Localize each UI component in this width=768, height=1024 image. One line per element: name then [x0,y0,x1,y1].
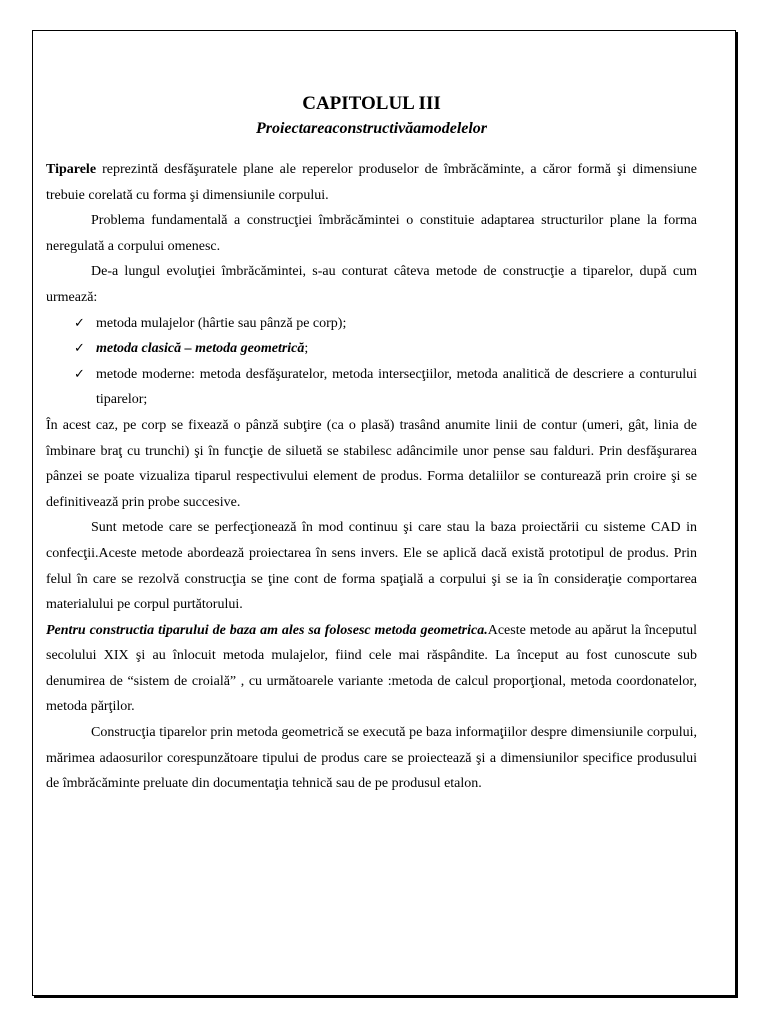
paragraph-metoda-geometrica [46,618,697,720]
list-item-text-tail: ; [304,341,309,357]
list-item [74,336,697,362]
list-item-text: metoda mulajelor (hârtie sau pânză pe corp); [96,315,347,331]
chapter-subtitle: Proiectareaconstructivăamodelelor [255,120,488,137]
checkmark-icon: ✓ [74,366,85,382]
chapter-title: CAPITOLUL III [302,93,441,114]
paragraph-constructia: Construcţia tiparelor prin metoda geometrică se execută pe baza informaţiilor despre dimensiunile corpului, mărimea adaosurilor corespunzătoare tipului de produs care se proiectează şi a dimensiunilor specifice produsului de îmbrăcăminte preluate din documentaţia tehnică sau de pe produsul etalon. [46,725,697,792]
paragraph-tiparele [46,157,697,208]
paragraph-metoda-geometrica-text: Aceste metode au apărut la începutul secolului XIX şi au înlocuit metoda mulajelor, fiind cele mai răspândite. La început au fost cunoscute sub denumirea de “sistem de croială” , cu următoarele variante :metoda de calcul proporţional, metoda coordonatelor, metoda părţilor. [46,622,697,715]
term-tiparele: Tiparele [46,162,97,177]
paragraph-evolutie: De-a lungul evoluţiei îmbrăcămintei, s-au conturat câteva metode de construcţie a tiparelor, după cum urmează: [46,264,697,305]
checkmark-icon: ✓ [74,341,85,357]
list-item [74,311,697,337]
document-body [46,93,697,797]
paragraph-tiparele-text: reprezintă desfăşuratele plane ale reperelor produselor de îmbrăcăminte, a căror formă şi dimensiune trebuie corelată cu forma şi dimensiunile corpului. [46,162,697,203]
list-item-text: metode moderne: metoda desfăşuratelor, metoda intersecţiilor, metoda analitică de descriere a conturului tiparelor; [96,366,697,408]
paragraph-acest-caz: În acest caz, pe corp se fixează o pânză subţire (ca o plasă) trasând anumite linii de contur (umeri, gât, linia de îmbinare braţ cu trunchi) şi în funcţie de siluetă se stabilesc adâncimile unor pense sau falduri. Prin desfăşurarea pânzei se poate vizualiza tiparul respectivului element de produs. Forma detaliilor se conturează prin croire şi se definitivează prin probe succesive. [46,417,697,510]
paragraph-metoda-geometrica-emphasis: Pentru constructia tiparului de baza am ales sa folosesc metoda geometrica. [46,622,488,638]
checkmark-icon: ✓ [74,315,85,331]
methods-list [46,311,697,413]
list-item [74,362,697,413]
paragraph-problema: Problema fundamentală a construcţiei îmbrăcămintei o constituie adaptarea structurilor plane la forma neregulată a corpului omenesc. [46,213,697,254]
list-item-text-emphasis: metoda clasică – metoda geometrică [96,341,305,357]
paragraph-metode-cad: Sunt metode care se perfecţionează în mod continuu şi care stau la baza proiectării cu sisteme CAD in confecţii.Aceste metode abordează proiectarea în sens invers. Ele se aplică dacă există prototipul de produs. Prin felul în care se rezolvă construcţia se ţine cont de forma spaţială a corpului şi se ia în consideraţie comportarea materialului pe corpul purtătorului. [46,520,697,613]
